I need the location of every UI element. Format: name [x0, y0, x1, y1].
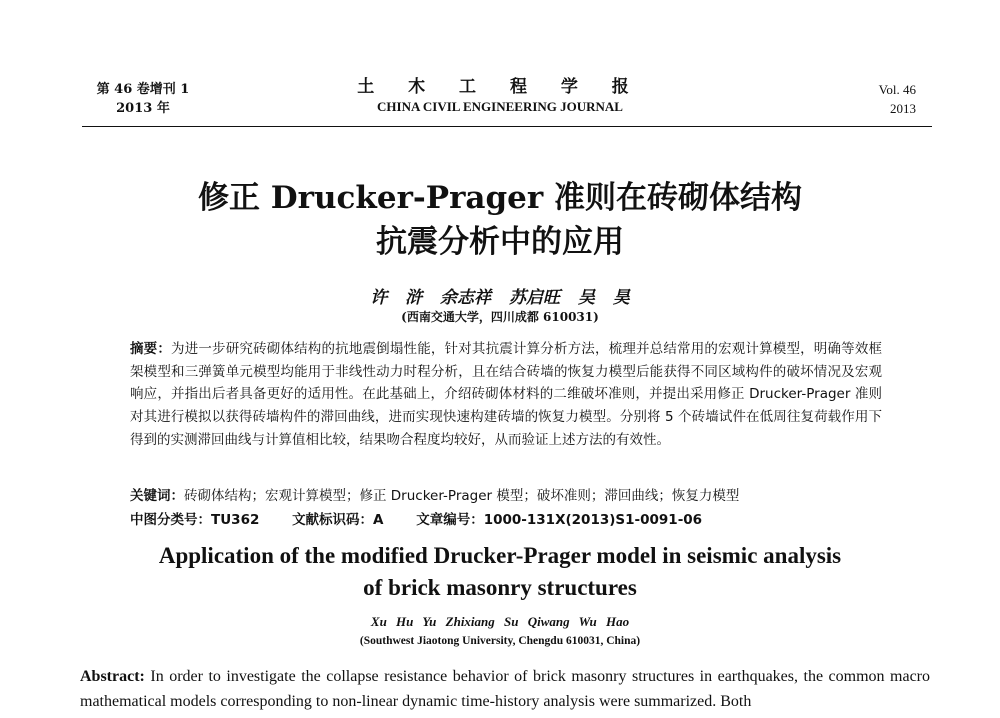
affiliation-cn: (西南交通大学，四川成都 610031): [401, 310, 599, 324]
abstract-en-label: Abstract:: [80, 668, 145, 685]
year-en: 2013: [890, 101, 916, 116]
keywords-text: 砖砌体结构；宏观计算模型；修正 Drucker-Prager 模型；破坏准则；滞回曲线；恢复力模型: [184, 488, 740, 504]
abstract-cn: [130, 338, 882, 452]
volume-en: Vol. 46: [878, 82, 916, 97]
abstract-cn-label: 摘要：: [130, 341, 172, 357]
article-number: 文章编号：1000-131X(2013)S1-0091-06: [416, 512, 703, 528]
volume-cn: 第 46 卷增刊 1: [96, 82, 190, 97]
title-cn-line2: 抗震分析中的应用: [376, 224, 624, 260]
title-en-line1: Application of the modified Drucker-Prager model in seismic analysis: [158, 543, 842, 568]
title-en: [0, 540, 1000, 604]
clc-number: 中图分类号：TU362: [130, 512, 260, 528]
header-left: [88, 80, 198, 118]
journal-name-cn: 土 木 工 程 学 报: [357, 77, 643, 97]
title-cn: [0, 176, 1000, 264]
classification-line: [130, 508, 890, 528]
title-cn-line1: 修正 Drucker-Prager 准则在砖砌体结构: [197, 180, 803, 216]
keywords-label: 关键词：: [130, 488, 184, 504]
affiliation-en: (Southwest Jiaotong University, Chengdu 610031, China): [359, 635, 641, 647]
header-rule: [82, 126, 932, 127]
header-center: [300, 76, 700, 116]
authors-en: Xu Hu Yu Zhixiang Su Qiwang Wu Hao: [370, 614, 630, 629]
header-right: [879, 80, 916, 118]
title-en-line2: of brick masonry structures: [363, 575, 637, 600]
abstract-en: [80, 664, 930, 714]
keywords: [130, 484, 890, 504]
journal-name-en: CHINA CIVIL ENGINEERING JOURNAL: [377, 99, 623, 114]
journal-header: [0, 68, 1000, 132]
authors-cn: 许 浒 余志祥 苏启旺 吴 昊: [370, 288, 630, 308]
document-code: 文献标识码：A: [292, 512, 384, 528]
year-cn: 2013 年: [116, 101, 170, 116]
abstract-en-text: In order to investigate the collapse resistance behavior of brick masonry structures in earthquakes, the common macro mathematical models corresponding to non-linear dynamic time-history analysis were summarized. Both: [80, 668, 930, 710]
abstract-cn-text: 为进一步研究砖砌体结构的抗地震倒塌性能，针对其抗震计算分析方法，梳理并总结常用的宏观计算模型，明确等效框架模型和三弹簧单元模型均能用于非线性动力时程分析，且在结合砖墙的恢复力模型后能获得不同区域构件的破坏情况及宏观响应，并指出后者具备更好的适用性。在此基础上，介绍砖砌体材料的二维破坏准则，并提出采用修正 Drucker-Prager 准则对其进行模拟以获得砖墙构件的滞回曲线，进而实现快速构建砖墙的恢复力模型。分别将 5 个砖墙试件在低周往复荷载作用下得到的实测滞回曲线与计算值相比较，结果吻合程度均较好，从而验证上述方法的有效性。: [130, 341, 883, 448]
